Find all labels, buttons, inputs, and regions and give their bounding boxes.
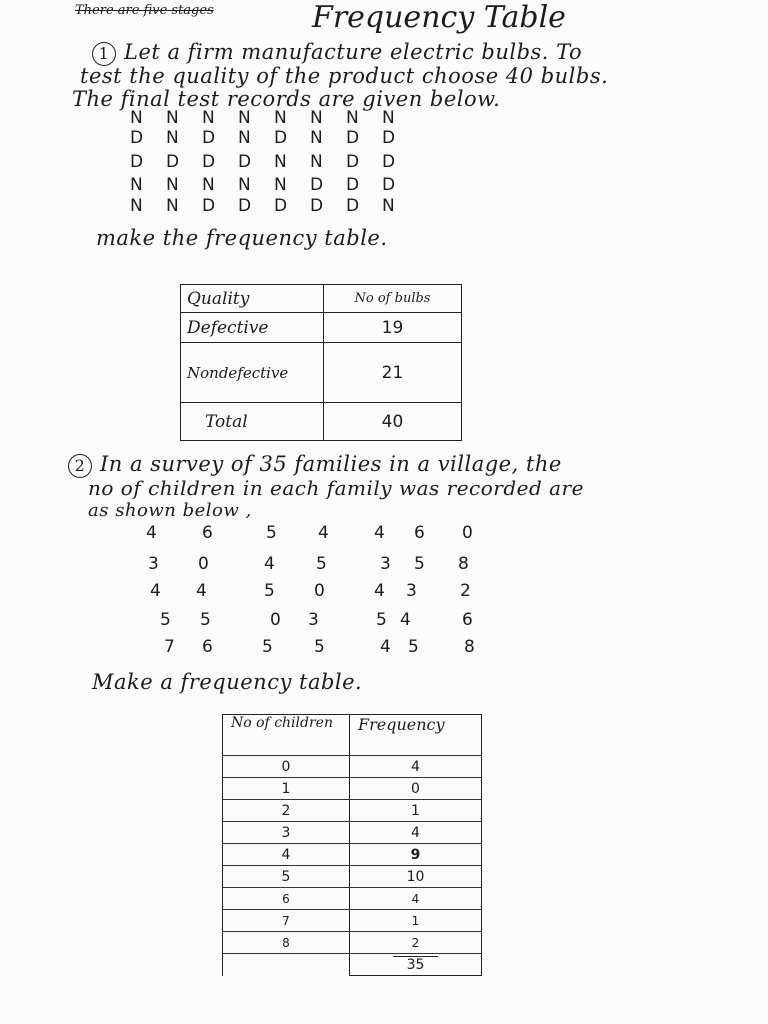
number-cell: 5 bbox=[408, 637, 419, 657]
number-cell: 8 bbox=[458, 554, 469, 574]
grid-cell: N bbox=[382, 108, 395, 128]
table-row bbox=[223, 778, 482, 800]
grid-cell: D bbox=[166, 152, 180, 172]
grid-cell: D bbox=[310, 175, 324, 195]
q1-number-badge: 1 bbox=[92, 42, 116, 66]
table-cell: 2 bbox=[350, 932, 482, 954]
number-cell: 0 bbox=[462, 523, 473, 543]
table-header-cell: No of children bbox=[223, 715, 350, 756]
q2-frequency-table bbox=[222, 714, 482, 976]
table-row bbox=[223, 932, 482, 954]
q2-number-badge: 2 bbox=[68, 454, 92, 478]
q1-line3: The final test records are given below. bbox=[72, 87, 501, 111]
table-cell: 0 bbox=[350, 778, 482, 800]
number-cell: 0 bbox=[270, 610, 281, 630]
q1-grid-row bbox=[130, 152, 418, 172]
grid-cell: N bbox=[238, 128, 251, 148]
q2-instruction: Make a frequency table. bbox=[92, 670, 363, 694]
grid-cell: D bbox=[130, 152, 144, 172]
grid-cell: N bbox=[166, 128, 179, 148]
table-row bbox=[223, 822, 482, 844]
table-row bbox=[181, 403, 462, 441]
number-cell: 6 bbox=[462, 610, 473, 630]
number-cell: 4 bbox=[380, 637, 391, 657]
struck-intro-text: There are five stages bbox=[75, 3, 214, 18]
table-header-row bbox=[181, 285, 462, 313]
table-header-cell: Frequency bbox=[350, 715, 482, 756]
grid-cell: D bbox=[130, 128, 144, 148]
grid-cell: D bbox=[382, 152, 396, 172]
grid-cell: N bbox=[310, 152, 323, 172]
number-cell: 6 bbox=[202, 637, 213, 657]
table-row bbox=[223, 866, 482, 888]
table-row bbox=[223, 844, 482, 866]
table-cell: 1 bbox=[350, 800, 482, 822]
number-cell: 4 bbox=[374, 523, 385, 543]
table-row bbox=[223, 800, 482, 822]
number-cell: 5 bbox=[264, 581, 275, 601]
q2-line2: no of children in each family was recorded are bbox=[88, 476, 584, 500]
table-cell: 3 bbox=[223, 822, 350, 844]
q2-line1-text: In a survey of 35 families in a village, the bbox=[100, 452, 562, 476]
table-cell: 7 bbox=[223, 910, 350, 932]
grid-cell: N bbox=[130, 196, 143, 216]
grid-cell: D bbox=[382, 175, 396, 195]
q1-grid-row bbox=[130, 175, 418, 195]
table-cell: 10 bbox=[350, 866, 482, 888]
q1-grid-row bbox=[130, 196, 418, 216]
grid-cell: D bbox=[202, 152, 216, 172]
table-cell: 0 bbox=[223, 756, 350, 778]
number-cell: 4 bbox=[196, 581, 207, 601]
q1-frequency-table bbox=[180, 284, 462, 441]
total-value: 35 bbox=[393, 956, 439, 973]
grid-cell: N bbox=[166, 108, 179, 128]
q1-line1-text: Let a firm manufacture electric bulbs. To bbox=[124, 40, 583, 64]
number-cell: 3 bbox=[380, 554, 391, 574]
grid-cell: D bbox=[274, 196, 288, 216]
number-cell: 4 bbox=[150, 581, 161, 601]
grid-cell: N bbox=[274, 175, 287, 195]
q2-line1 bbox=[68, 452, 562, 478]
grid-cell: N bbox=[274, 108, 287, 128]
grid-cell: N bbox=[274, 152, 287, 172]
number-cell: 5 bbox=[314, 637, 325, 657]
table-cell: 1 bbox=[223, 778, 350, 800]
grid-cell: N bbox=[166, 196, 179, 216]
q2-line3: as shown below , bbox=[88, 500, 252, 521]
table-cell: 4 bbox=[350, 822, 482, 844]
number-cell: 5 bbox=[376, 610, 387, 630]
table-cell: 6 bbox=[223, 888, 350, 910]
number-cell: 6 bbox=[202, 523, 213, 543]
number-cell: 3 bbox=[148, 554, 159, 574]
table-header-row bbox=[223, 715, 482, 756]
number-cell: 5 bbox=[262, 637, 273, 657]
table-cell: Total bbox=[181, 403, 324, 441]
grid-cell: D bbox=[238, 196, 252, 216]
grid-cell: N bbox=[130, 175, 143, 195]
number-cell: 3 bbox=[308, 610, 319, 630]
table-cell: 4 bbox=[350, 888, 482, 910]
table-cell: 8 bbox=[223, 932, 350, 954]
number-cell: 7 bbox=[164, 637, 175, 657]
grid-cell: N bbox=[346, 108, 359, 128]
grid-cell: D bbox=[346, 128, 360, 148]
number-cell: 5 bbox=[414, 554, 425, 574]
grid-cell: D bbox=[382, 128, 396, 148]
grid-cell: D bbox=[202, 196, 216, 216]
q1-line1 bbox=[92, 40, 582, 66]
number-cell: 3 bbox=[406, 581, 417, 601]
table-row bbox=[181, 343, 462, 403]
number-cell: 4 bbox=[374, 581, 385, 601]
table-cell: 4 bbox=[350, 756, 482, 778]
grid-cell: D bbox=[274, 128, 288, 148]
number-cell: 5 bbox=[160, 610, 171, 630]
grid-cell: N bbox=[382, 196, 395, 216]
table-cell bbox=[350, 954, 482, 976]
grid-cell: N bbox=[202, 108, 215, 128]
grid-cell: D bbox=[202, 128, 216, 148]
number-cell: 4 bbox=[318, 523, 329, 543]
grid-cell: D bbox=[310, 196, 324, 216]
table-row bbox=[181, 313, 462, 343]
table-cell: 1 bbox=[350, 910, 482, 932]
table-cell: 4 bbox=[223, 844, 350, 866]
number-cell: 4 bbox=[146, 523, 157, 543]
table-cell: 21 bbox=[324, 343, 462, 403]
grid-cell: N bbox=[310, 108, 323, 128]
table-header-cell: Quality bbox=[181, 285, 324, 313]
grid-cell: N bbox=[310, 128, 323, 148]
table-cell: Defective bbox=[181, 313, 324, 343]
table-row bbox=[223, 910, 482, 932]
number-cell: 5 bbox=[316, 554, 327, 574]
table-cell: 19 bbox=[324, 313, 462, 343]
grid-cell: N bbox=[130, 108, 143, 128]
table-row bbox=[223, 888, 482, 910]
table-row bbox=[223, 756, 482, 778]
grid-cell: N bbox=[238, 108, 251, 128]
q1-line2: test the quality of the product choose 40 bulbs. bbox=[80, 64, 609, 88]
page-title: Frequency Table bbox=[312, 0, 566, 35]
q1-grid-row bbox=[130, 128, 418, 148]
grid-cell: N bbox=[238, 175, 251, 195]
number-cell: 8 bbox=[464, 637, 475, 657]
grid-cell: D bbox=[238, 152, 252, 172]
table-header-cell: No of bulbs bbox=[324, 285, 462, 313]
number-cell: 2 bbox=[460, 581, 471, 601]
table-cell: 5 bbox=[223, 866, 350, 888]
number-cell: 6 bbox=[414, 523, 425, 543]
number-cell: 0 bbox=[198, 554, 209, 574]
grid-cell: D bbox=[346, 175, 360, 195]
grid-cell: D bbox=[346, 196, 360, 216]
q1-instruction: make the frequency table. bbox=[96, 226, 388, 250]
table-total-row bbox=[223, 954, 482, 976]
number-cell: 5 bbox=[266, 523, 277, 543]
q1-grid-row bbox=[130, 108, 418, 128]
table-cell bbox=[223, 954, 350, 976]
table-cell: 2 bbox=[223, 800, 350, 822]
grid-cell: D bbox=[346, 152, 360, 172]
table-cell: 9 bbox=[350, 844, 482, 866]
number-cell: 4 bbox=[264, 554, 275, 574]
table-cell: Nondefective bbox=[181, 343, 324, 403]
grid-cell: N bbox=[166, 175, 179, 195]
number-cell: 4 bbox=[400, 610, 411, 630]
table-cell: 40 bbox=[324, 403, 462, 441]
grid-cell: N bbox=[202, 175, 215, 195]
number-cell: 0 bbox=[314, 581, 325, 601]
number-cell: 5 bbox=[200, 610, 211, 630]
